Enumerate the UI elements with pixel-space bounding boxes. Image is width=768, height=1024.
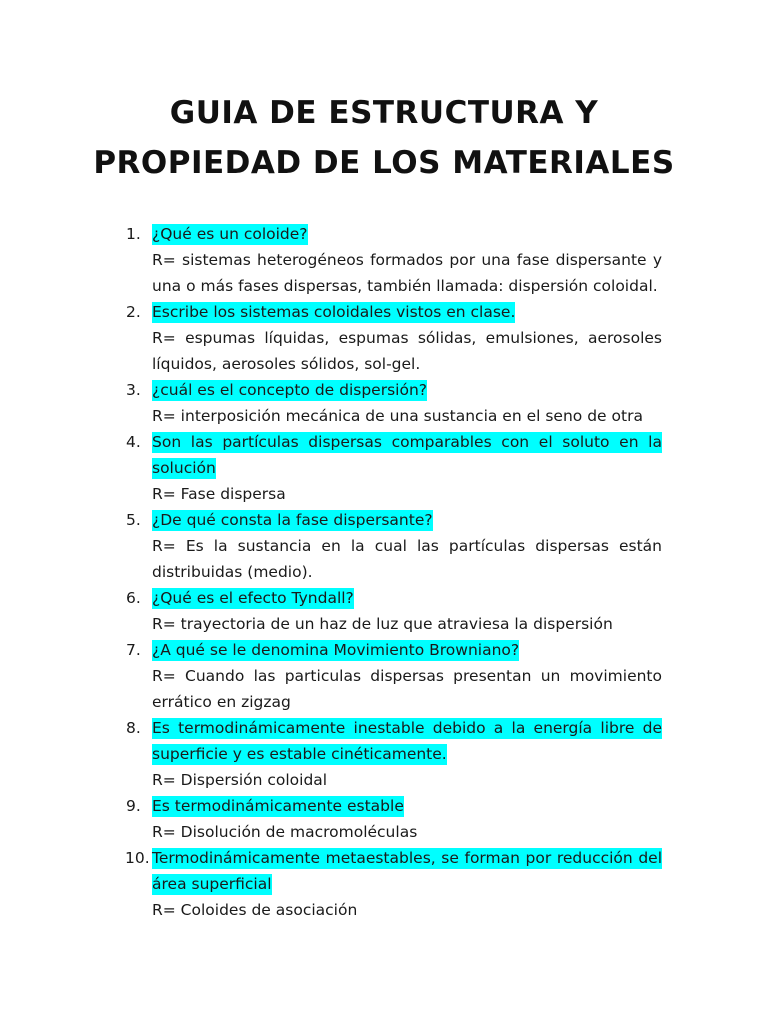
item-number: 9. (126, 797, 141, 815)
item-number: 10. (125, 849, 150, 867)
answer-text: R= sistemas heterogéneos formados por una fase dispersante y una o más fases dispersas, también llamada: dispersión coloidal. (152, 251, 662, 295)
question-text: ¿Qué es un coloide? (152, 225, 308, 243)
item-number: 6. (126, 589, 141, 607)
answer-text: R= interposición mecánica de una sustancia en el seno de otra (152, 407, 643, 425)
answer-text: R= trayectoria de un haz de luz que atraviesa la dispersión (152, 615, 613, 633)
list-item-8 (126, 715, 662, 793)
answer-text: R= Es la sustancia en la cual las partículas dispersas están distribuidas (medio). (152, 537, 662, 581)
question-text: ¿Qué es el efecto Tyndall? (152, 589, 354, 607)
list-item-1 (126, 221, 662, 299)
question-text: ¿De qué consta la fase dispersante? (152, 511, 433, 529)
list-item-10 (126, 845, 662, 923)
answer-text: R= Cuando las particulas dispersas presentan un movimiento errático en zigzag (152, 667, 662, 711)
item-number: 3. (126, 381, 141, 399)
title-line-2: PROPIEDAD DE LOS MATERIALES (93, 145, 675, 181)
list-item-9 (126, 793, 662, 845)
item-number: 2. (126, 303, 141, 321)
list-item-2 (126, 299, 662, 377)
question-text: Son las partículas dispersas comparables con el soluto en la solución (152, 433, 662, 477)
title-line-1: GUIA DE ESTRUCTURA Y (169, 95, 599, 131)
answer-text: R= Fase dispersa (152, 485, 286, 503)
list-item-4 (126, 429, 662, 507)
question-text: Escribe los sistemas coloidales vistos en clase. (152, 303, 516, 321)
question-text: ¿cuál es el concepto de dispersión? (152, 381, 428, 399)
question-text: Termodinámicamente metaestables, se forman por reducción del área superficial (152, 849, 662, 893)
question-list (126, 221, 662, 923)
answer-text: R= Coloides de asociación (152, 901, 358, 919)
item-number: 8. (126, 719, 141, 737)
page-title (0, 88, 768, 188)
answer-text: R= Disolución de macromoléculas (152, 823, 418, 841)
list-item-6 (126, 585, 662, 637)
list-item-5 (126, 507, 662, 585)
question-text: Es termodinámicamente estable (152, 797, 404, 815)
list-item-3 (126, 377, 662, 429)
question-text: Es termodinámicamente inestable debido a la energía libre de superficie y es estable cinéticamente. (152, 719, 662, 763)
question-text: ¿A qué se le denomina Movimiento Browniano? (152, 641, 520, 659)
item-number: 1. (126, 225, 141, 243)
answer-text: R= Dispersión coloidal (152, 771, 328, 789)
list-item-7 (126, 637, 662, 715)
answer-text: R= espumas líquidas, espumas sólidas, emulsiones, aerosoles líquidos, aerosoles sólidos, sol-gel. (152, 329, 662, 373)
item-number: 5. (126, 511, 141, 529)
item-number: 4. (126, 433, 141, 451)
item-number: 7. (126, 641, 141, 659)
